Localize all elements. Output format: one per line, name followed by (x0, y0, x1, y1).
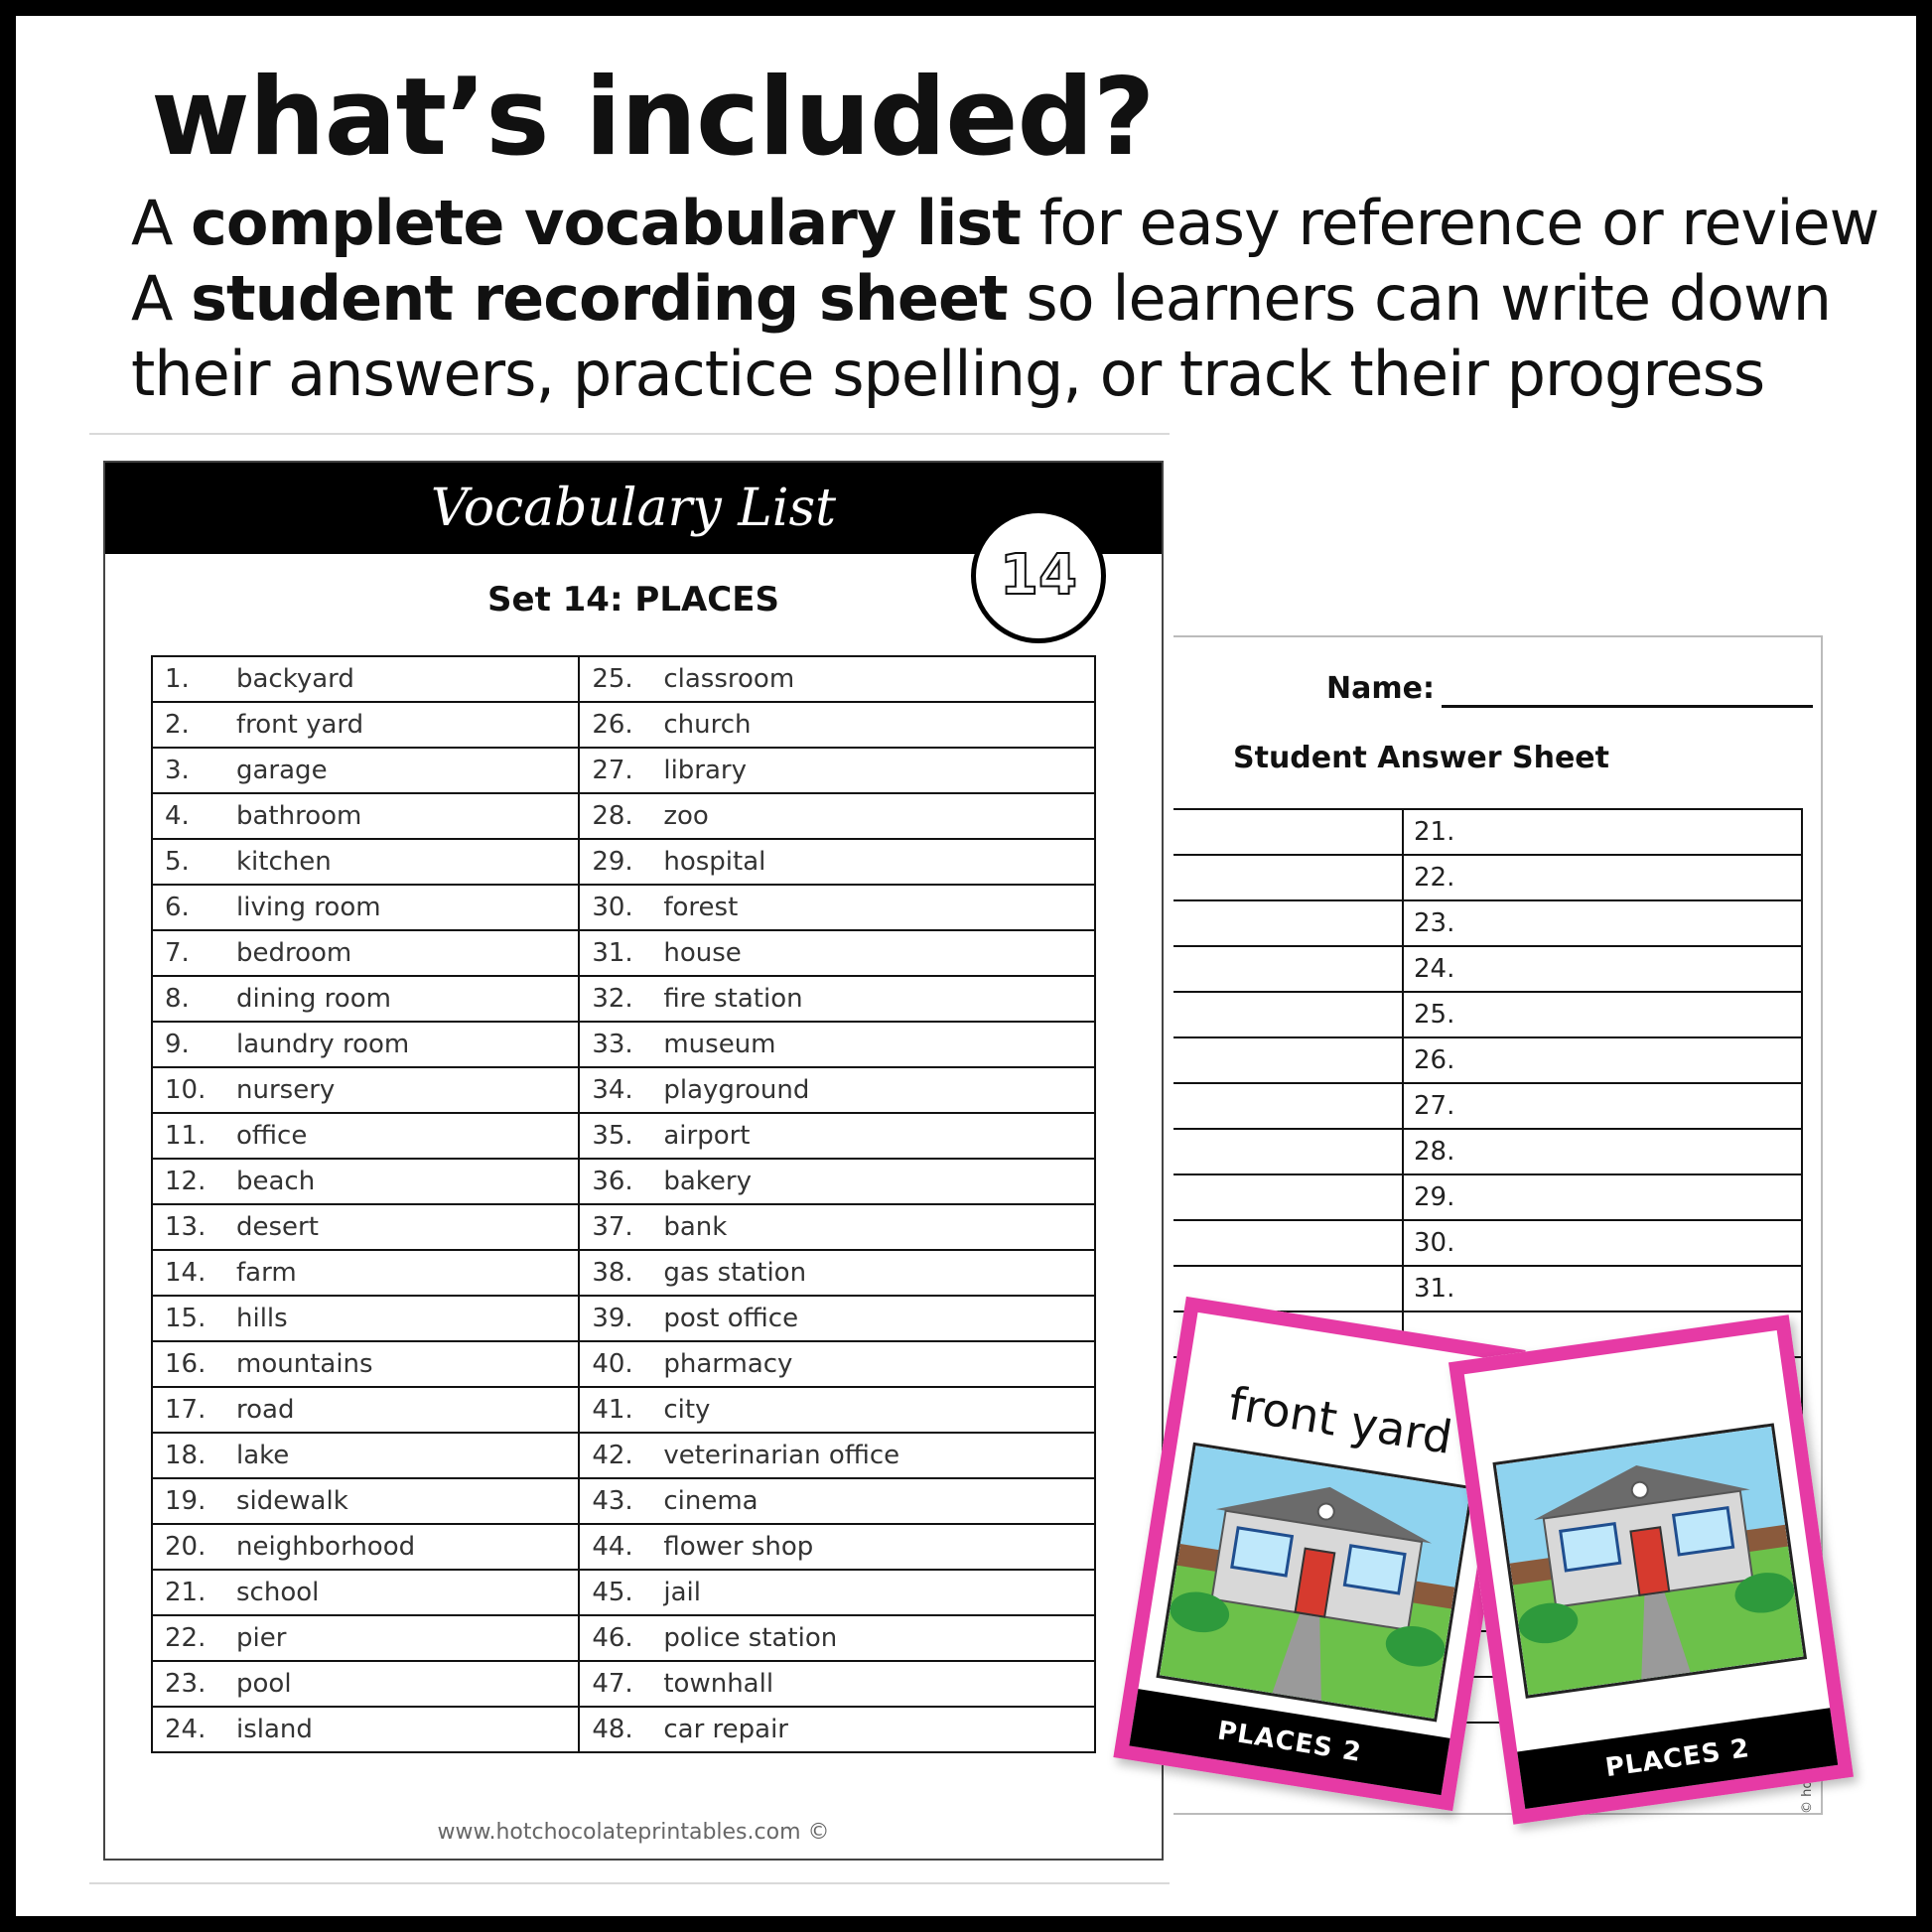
vocab-word: school (236, 1578, 320, 1607)
item-number: 32. (592, 984, 633, 1014)
item-number: 45. (592, 1578, 633, 1607)
item-number: 1. (165, 664, 190, 694)
vocab-cell (579, 1570, 1095, 1615)
item-number: 5. (165, 847, 190, 877)
vocab-cell (579, 1250, 1095, 1296)
table-row (152, 976, 1095, 1022)
answer-cell-left (1173, 946, 1403, 992)
item-number: 38. (592, 1258, 633, 1288)
table-row (152, 885, 1095, 930)
item-number: 16. (165, 1349, 207, 1379)
item-number: 13. (165, 1212, 207, 1242)
item-number: 41. (592, 1395, 633, 1425)
website-footer: www.hotchocolateprintables.com © (437, 1820, 830, 1845)
table-row (152, 1615, 1095, 1661)
vocab-word: cinema (663, 1486, 759, 1516)
vocab-word: hospital (663, 847, 766, 877)
vocab-cell (152, 1433, 579, 1478)
vocab-word: bank (663, 1212, 728, 1242)
table-row (152, 1204, 1095, 1250)
vocab-cell (579, 1067, 1095, 1113)
item-number: 18. (165, 1441, 207, 1470)
flashcard-footer: PLACES 2 (1129, 1689, 1449, 1795)
item-number: 22. (165, 1623, 207, 1653)
table-row (152, 793, 1095, 839)
vocab-word: kitchen (236, 847, 332, 877)
item-number: 29. (592, 847, 633, 877)
vocab-cell (152, 1296, 579, 1341)
vocab-cell (152, 976, 579, 1022)
vocab-cell (579, 1524, 1095, 1570)
item-number: 36. (592, 1167, 633, 1196)
answer-cell: 23. (1403, 900, 1802, 946)
vocab-cell (579, 1341, 1095, 1387)
vocab-word: pharmacy (663, 1349, 793, 1379)
table-row (152, 656, 1095, 702)
intro-line-2-pre: A (131, 262, 192, 335)
item-number: 47. (592, 1669, 633, 1699)
vocab-cell (152, 793, 579, 839)
vocabulary-list-title: Vocabulary List (105, 463, 1162, 554)
name-label: Name: (1326, 671, 1435, 706)
vocab-word: airport (663, 1121, 751, 1151)
flashcard-word: front yard (1225, 1376, 1456, 1465)
vocab-cell (579, 885, 1095, 930)
vocab-cell (152, 839, 579, 885)
answer-cell: 26. (1403, 1037, 1802, 1083)
item-number: 3. (165, 756, 190, 785)
vocab-word: police station (663, 1623, 838, 1653)
answer-cell: 30. (1403, 1220, 1802, 1266)
vocab-word: pool (236, 1669, 292, 1699)
set-number-badge: 14 (971, 508, 1106, 643)
intro-line-2-bold: student recording sheet (191, 262, 1008, 335)
answer-cell: 21. (1403, 809, 1802, 855)
table-row (152, 1707, 1095, 1752)
vocab-cell (152, 1022, 579, 1067)
vocab-cell (579, 930, 1095, 976)
item-number: 17. (165, 1395, 207, 1425)
vocab-word: bathroom (236, 801, 362, 831)
vocab-cell (152, 1661, 579, 1707)
item-number: 48. (592, 1715, 633, 1744)
vocab-word: beach (236, 1167, 316, 1196)
table-row (1173, 1037, 1802, 1083)
item-number: 23. (165, 1669, 207, 1699)
vocab-cell (152, 1570, 579, 1615)
item-number: 37. (592, 1212, 633, 1242)
vocab-cell (579, 1296, 1095, 1341)
answer-cell-left (1173, 1129, 1403, 1174)
table-row (152, 1296, 1095, 1341)
vocab-cell (579, 793, 1095, 839)
item-number: 46. (592, 1623, 633, 1653)
vocab-cell (579, 1204, 1095, 1250)
vocab-word: farm (236, 1258, 297, 1288)
answer-cell: 22. (1403, 855, 1802, 900)
vocab-word: road (236, 1395, 295, 1425)
item-number: 28. (592, 801, 633, 831)
table-row (152, 1524, 1095, 1570)
divider-top (89, 433, 1170, 435)
table-row (152, 1341, 1095, 1387)
flashcard-footer: PLACES 2 (1517, 1708, 1838, 1809)
item-number: 8. (165, 984, 190, 1014)
vocab-cell (152, 748, 579, 793)
vocab-word: dining room (236, 984, 391, 1014)
intro-line-2-post: so learners can write down (1007, 262, 1831, 335)
answer-cell-left (1173, 992, 1403, 1037)
vocab-cell (579, 1707, 1095, 1752)
item-number: 44. (592, 1532, 633, 1562)
vocab-word: classroom (663, 664, 795, 694)
vocab-word: gas station (663, 1258, 807, 1288)
vocab-word: neighborhood (236, 1532, 416, 1562)
answer-cell-left (1173, 1174, 1403, 1220)
item-number: 15. (165, 1304, 207, 1333)
answer-cell-left (1173, 809, 1403, 855)
vocab-cell (152, 1341, 579, 1387)
item-number: 19. (165, 1486, 207, 1516)
table-row (1173, 992, 1802, 1037)
table-row (152, 1433, 1095, 1478)
vocab-word: zoo (663, 801, 709, 831)
table-row (1173, 809, 1802, 855)
vocab-word: sidewalk (236, 1486, 348, 1516)
item-number: 27. (592, 756, 633, 785)
vocab-word: flower shop (663, 1532, 814, 1562)
answer-cell-left (1173, 900, 1403, 946)
vocab-word: island (236, 1715, 313, 1744)
item-number: 11. (165, 1121, 207, 1151)
vocab-cell (152, 1707, 579, 1752)
item-number: 30. (592, 893, 633, 922)
vocab-cell (152, 1387, 579, 1433)
answer-cell-left (1173, 1083, 1403, 1129)
table-row (152, 1250, 1095, 1296)
item-number: 34. (592, 1075, 633, 1105)
answer-cell-left (1173, 855, 1403, 900)
intro-line-3: their answers, practice spelling, or track their progress (131, 338, 1765, 410)
table-row (152, 1022, 1095, 1067)
answer-cell: 27. (1403, 1083, 1802, 1129)
answer-cell: 28. (1403, 1129, 1802, 1174)
vocab-cell (152, 930, 579, 976)
intro-line-1-bold: complete vocabulary list (191, 187, 1021, 259)
vocab-word: garage (236, 756, 328, 785)
table-row (152, 748, 1095, 793)
vocab-word: living room (236, 893, 381, 922)
vocab-word: veterinarian office (663, 1441, 900, 1470)
item-number: 9. (165, 1030, 190, 1059)
vocab-word: car repair (663, 1715, 788, 1744)
vocab-cell (579, 656, 1095, 702)
table-row (152, 1113, 1095, 1159)
item-number: 14. (165, 1258, 207, 1288)
vocab-word: bedroom (236, 938, 352, 968)
table-row (1173, 855, 1802, 900)
item-number: 2. (165, 710, 190, 740)
item-number: 7. (165, 938, 190, 968)
answer-cell: 29. (1403, 1174, 1802, 1220)
vocab-word: museum (663, 1030, 776, 1059)
item-number: 21. (165, 1578, 207, 1607)
item-number: 35. (592, 1121, 633, 1151)
item-number: 40. (592, 1349, 633, 1379)
table-row (1173, 1266, 1802, 1311)
table-row (152, 702, 1095, 748)
item-number: 25. (592, 664, 633, 694)
answer-sheet-title: Student Answer Sheet (1233, 741, 1609, 775)
vocab-word: hills (236, 1304, 288, 1333)
vocab-word: house (663, 938, 742, 968)
vocab-word: fire station (663, 984, 803, 1014)
vocab-cell (579, 839, 1095, 885)
vocab-word: library (663, 756, 747, 785)
vocab-word: mountains (236, 1349, 373, 1379)
vocab-cell (152, 1524, 579, 1570)
vocab-cell (579, 1113, 1095, 1159)
table-row (152, 930, 1095, 976)
vocab-cell (579, 1478, 1095, 1524)
item-number: 43. (592, 1486, 633, 1516)
vocab-word: front yard (236, 710, 364, 740)
vocab-word: nursery (236, 1075, 336, 1105)
item-number: 6. (165, 893, 190, 922)
vocab-word: office (236, 1121, 308, 1151)
vocab-word: desert (236, 1212, 319, 1242)
vocabulary-list-sheet (103, 461, 1164, 1861)
house-illustration (1492, 1423, 1807, 1698)
vocab-cell (579, 748, 1095, 793)
vocab-cell (579, 1159, 1095, 1204)
item-number: 31. (592, 938, 633, 968)
name-line (1442, 705, 1813, 708)
vocab-cell (579, 1615, 1095, 1661)
vocab-cell (579, 1022, 1095, 1067)
vocab-cell (152, 1204, 579, 1250)
vocab-cell (579, 1661, 1095, 1707)
vocab-word: forest (663, 893, 739, 922)
vocab-word: lake (236, 1441, 290, 1470)
vocab-cell (579, 702, 1095, 748)
table-row (152, 1478, 1095, 1524)
item-number: 24. (165, 1715, 207, 1744)
vocab-cell (152, 702, 579, 748)
intro-line-1-pre: A (131, 187, 192, 259)
table-row (1173, 1129, 1802, 1174)
intro-line-1 (131, 187, 1878, 259)
vocab-word: bakery (663, 1167, 752, 1196)
vocab-word: pier (236, 1623, 287, 1653)
table-row (1173, 1220, 1802, 1266)
intro-line-2 (131, 262, 1831, 335)
answer-cell: 25. (1403, 992, 1802, 1037)
table-row (1173, 946, 1802, 992)
vocab-word: playground (663, 1075, 810, 1105)
vocab-cell (152, 1250, 579, 1296)
vocab-word: laundry room (236, 1030, 410, 1059)
vocab-word: city (663, 1395, 711, 1425)
page-frame (16, 16, 1916, 1916)
vocab-cell (579, 976, 1095, 1022)
vocab-word: church (663, 710, 752, 740)
table-row (1173, 1083, 1802, 1129)
answer-cell: 31. (1403, 1266, 1802, 1311)
answer-cell-left (1173, 1220, 1403, 1266)
table-row (152, 1387, 1095, 1433)
table-row (152, 1067, 1095, 1113)
intro-line-1-post: for easy reference or review (1020, 187, 1879, 259)
table-row (1173, 1174, 1802, 1220)
table-row (152, 839, 1095, 885)
item-number: 42. (592, 1441, 633, 1470)
vocab-cell (152, 1478, 579, 1524)
table-row (1173, 900, 1802, 946)
table-row (152, 1661, 1095, 1707)
vocab-cell (152, 1113, 579, 1159)
vocab-word: post office (663, 1304, 799, 1333)
vocab-word: jail (663, 1578, 701, 1607)
vocab-cell (152, 656, 579, 702)
vocab-cell (152, 1067, 579, 1113)
vocab-cell (152, 885, 579, 930)
headline: what’s included? (151, 56, 1155, 180)
divider-bottom (89, 1882, 1170, 1884)
item-number: 12. (165, 1167, 207, 1196)
answer-cell-left (1173, 1037, 1403, 1083)
vocab-cell (579, 1387, 1095, 1433)
item-number: 10. (165, 1075, 207, 1105)
item-number: 4. (165, 801, 190, 831)
item-number: 26. (592, 710, 633, 740)
table-row (152, 1159, 1095, 1204)
vocabulary-table (151, 655, 1096, 1753)
vocab-cell (579, 1433, 1095, 1478)
item-number: 20. (165, 1532, 207, 1562)
vocab-word: townhall (663, 1669, 774, 1699)
item-number: 33. (592, 1030, 633, 1059)
answer-cell: 24. (1403, 946, 1802, 992)
house-illustration (1156, 1443, 1473, 1723)
vocab-cell (152, 1615, 579, 1661)
item-number: 39. (592, 1304, 633, 1333)
table-row (152, 1570, 1095, 1615)
vocab-word: backyard (236, 664, 354, 694)
vocab-cell (152, 1159, 579, 1204)
set-title: Set 14: PLACES (487, 580, 779, 620)
flashcard-picture (1449, 1314, 1854, 1825)
